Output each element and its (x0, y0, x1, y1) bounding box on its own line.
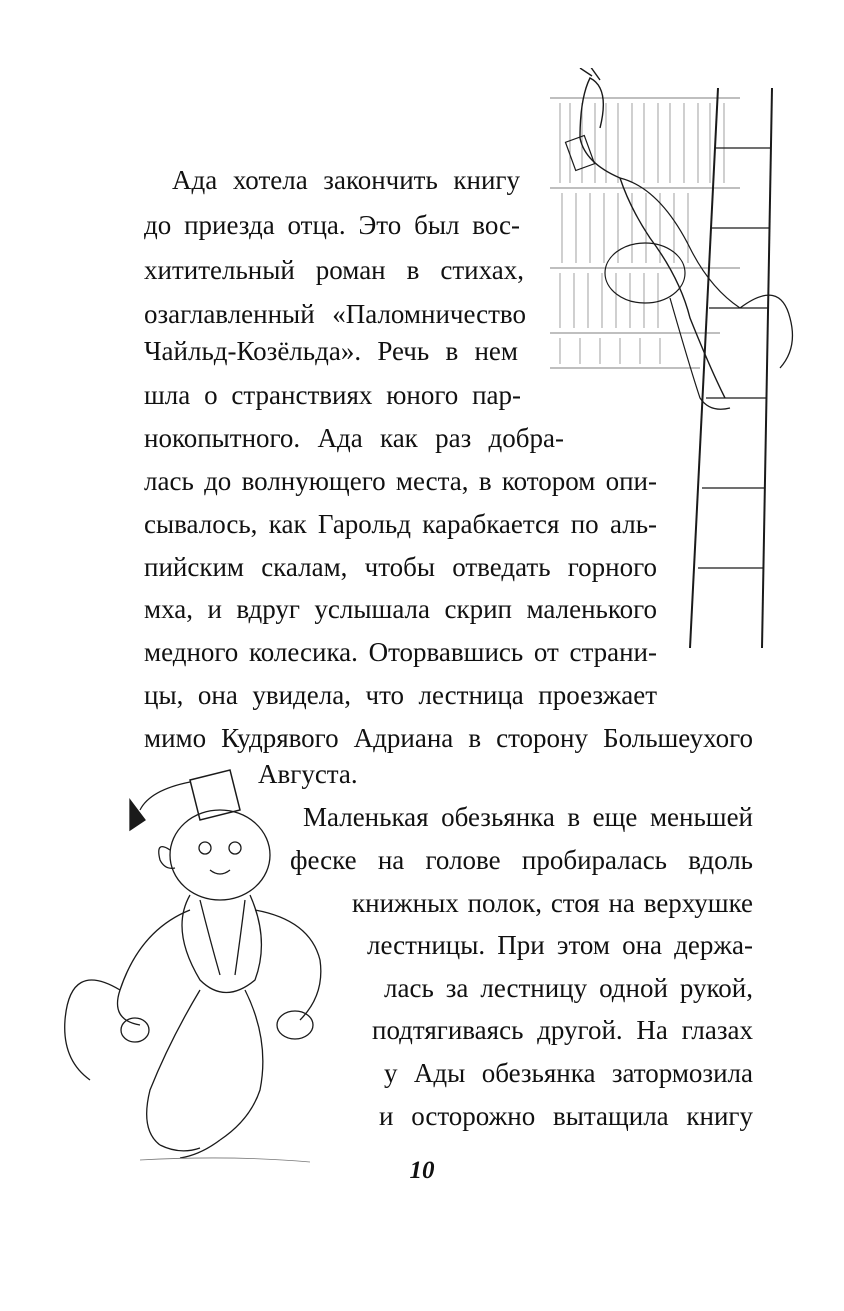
text-line: озаглавленный «Паломничество (144, 299, 526, 329)
text-line: хитительный роман в стихах, (144, 255, 524, 285)
text-line: у Ады обезьянка затормозила (384, 1058, 753, 1088)
text-line: лась за лестницу одной рукой, (384, 973, 753, 1003)
text-line: Августа. (258, 759, 358, 789)
text-line: пийским скалам, чтобы отведать горного (144, 552, 657, 582)
text-line: Ада хотела закончить книгу (172, 165, 520, 195)
text-line: феске на голове пробиралась вдоль (290, 845, 753, 875)
text-line: Чайльд-Козёльда». Речь в нем (144, 336, 518, 366)
text-line: книжных полок, стоя на верхушке (352, 888, 753, 918)
text-line: Маленькая обезьянка в еще меньшей (303, 802, 753, 832)
text-line: мимо Кудрявого Адриана в сторону Большеухого (144, 723, 753, 753)
text-line: медного колесика. Оторвавшись от страни- (144, 637, 657, 667)
text-line: лась до волнующего места, в котором опи- (144, 466, 657, 496)
page-number: 10 (409, 1157, 435, 1184)
text-line: шла о странствиях юного пар- (144, 380, 521, 410)
text-line: подтягиваясь другой. На глазах (372, 1015, 753, 1045)
text-line: до приезда отца. Это был вос- (144, 210, 520, 240)
text-line: цы, она увидела, что лестница проезжает (144, 680, 657, 710)
text-line: сывалось, как Гарольд карабкается по аль- (144, 509, 657, 539)
text-line: нокопытного. Ада как раз добра- (144, 423, 564, 453)
text-line: лестницы. При этом она держа- (367, 930, 753, 960)
text-line: мха, и вдруг услышала скрип маленького (144, 594, 657, 624)
text-line: и осторожно вытащила книгу (379, 1101, 753, 1131)
